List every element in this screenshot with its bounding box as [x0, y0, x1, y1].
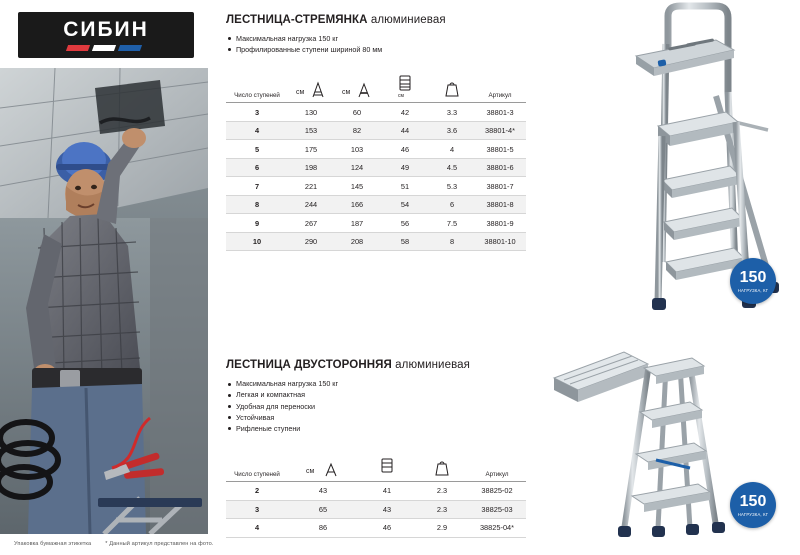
cell-weight: 4: [430, 140, 474, 159]
cell-h-step: 60: [334, 103, 380, 122]
cell-steps: 8: [226, 195, 288, 214]
cell-height: 65: [288, 500, 358, 519]
bullet: Легкая и компактная: [226, 389, 526, 400]
lifestyle-photo: [0, 68, 208, 534]
cell-width: 43: [358, 500, 416, 519]
cell-weight: 4.5: [430, 158, 474, 177]
cell-width: 56: [380, 214, 430, 233]
table-row: [226, 121, 526, 140]
cell-width: 54: [380, 195, 430, 214]
weight-icon: [442, 79, 462, 99]
badge-number: 150: [739, 268, 767, 286]
cell-h-step: 208: [334, 232, 380, 251]
cell-steps: 2: [226, 482, 288, 501]
th-height: [288, 444, 358, 482]
product-images-column: [540, 0, 800, 555]
cell-steps: 3: [226, 500, 288, 519]
footer-notes: [14, 541, 344, 547]
bullet: Максимальная нагрузка 150 кг: [226, 33, 526, 44]
logo-stripes-icon: [66, 45, 146, 51]
cell-article: 38801-7: [474, 177, 526, 196]
th-width: [358, 444, 416, 482]
cell-steps: 9: [226, 214, 288, 233]
step-width-icon: [394, 75, 416, 99]
bullet: Устойчивая: [226, 412, 526, 423]
section-2-spec-table: [226, 444, 526, 538]
th-height-total: [288, 65, 334, 103]
section-2-title-light: алюминиевая: [391, 359, 470, 372]
bullet: Удобная для переноски: [226, 401, 526, 412]
svg-text:см: см: [398, 93, 404, 100]
table-row: [226, 519, 526, 538]
cell-h-step: 82: [334, 121, 380, 140]
section-2-table-body: [226, 482, 526, 538]
cell-width: 41: [358, 482, 416, 501]
badge-caption: НАГРУЗКА, КГ: [737, 511, 769, 517]
cell-h-total: 290: [288, 232, 334, 251]
cell-weight: 7.5: [430, 214, 474, 233]
cell-h-total: 130: [288, 103, 334, 122]
brand-logo: [0, 0, 208, 68]
section-1-spec-table: [226, 65, 526, 251]
th-weight: [416, 444, 468, 482]
weight-icon: [432, 458, 452, 478]
cell-h-total: 175: [288, 140, 334, 159]
cell-article: 38801-4*: [474, 121, 526, 140]
th-height-steps: [334, 65, 380, 103]
cell-h-step: 145: [334, 177, 380, 196]
th-weight: [430, 65, 474, 103]
cell-h-step: 103: [334, 140, 380, 159]
bullet: Профилированные ступени шириной 80 мм: [226, 44, 526, 55]
cell-h-total: 153: [288, 121, 334, 140]
step-width-icon: [376, 456, 398, 478]
cell-article: 38825-02: [468, 482, 526, 501]
cell-article: 38825-03: [468, 500, 526, 519]
cell-height: 86: [288, 519, 358, 538]
svg-text:см: см: [342, 89, 351, 97]
table-row: [226, 177, 526, 196]
cell-h-step: 124: [334, 158, 380, 177]
cell-article: 38801-10: [474, 232, 526, 251]
cell-h-step: 166: [334, 195, 380, 214]
logo-plate: [18, 12, 194, 58]
table-row: [226, 158, 526, 177]
table-row: [226, 140, 526, 159]
cell-weight: 5.3: [430, 177, 474, 196]
bullet: Максимальная нагрузка 150 кг: [226, 378, 526, 389]
badge-caption: НАГРУЗКА, КГ: [737, 287, 769, 293]
cell-steps: 10: [226, 232, 288, 251]
section-stepladder: [226, 0, 526, 251]
specs-column: [226, 0, 526, 538]
cell-weight: 3.3: [430, 103, 474, 122]
th-article: Артикул: [468, 444, 526, 482]
bullet: Рифленые ступени: [226, 423, 526, 434]
left-column: [0, 0, 214, 555]
cell-weight: 2.3: [416, 500, 468, 519]
th-article: Артикул: [474, 65, 526, 103]
footer-note-left: Упаковка бумажная этикетка: [14, 541, 92, 547]
cell-article: 38801-9: [474, 214, 526, 233]
step-height-icon: [342, 81, 372, 99]
cell-steps: 4: [226, 519, 288, 538]
cell-weight: 6: [430, 195, 474, 214]
brand-name: СИБИН: [63, 18, 149, 41]
cell-steps: 7: [226, 177, 288, 196]
cell-weight: 2.3: [416, 482, 468, 501]
cell-width: 58: [380, 232, 430, 251]
badge-number: 150: [739, 492, 767, 510]
table-row: [226, 482, 526, 501]
cell-height: 43: [288, 482, 358, 501]
table-row: [226, 500, 526, 519]
cell-weight: 8: [430, 232, 474, 251]
cell-weight: 3.6: [430, 121, 474, 140]
cell-h-total: 267: [288, 214, 334, 233]
svg-text:см: см: [296, 89, 305, 97]
cell-h-total: 244: [288, 195, 334, 214]
th-steps: Число ступеней: [226, 444, 288, 482]
table-row: [226, 232, 526, 251]
cell-steps: 6: [226, 158, 288, 177]
ladder-height-icon: [296, 81, 326, 99]
cell-width: 46: [380, 140, 430, 159]
cell-steps: 3: [226, 103, 288, 122]
table-row: [226, 103, 526, 122]
th-steps: Число ступеней: [226, 65, 288, 103]
cell-h-step: 187: [334, 214, 380, 233]
table-header-row: [226, 65, 526, 103]
cell-h-total: 221: [288, 177, 334, 196]
cell-width: 49: [380, 158, 430, 177]
cell-steps: 5: [226, 140, 288, 159]
table-header-row: [226, 444, 526, 482]
cell-width: 51: [380, 177, 430, 196]
section-1-bullets: [226, 33, 526, 55]
section-1-table-body: [226, 103, 526, 251]
section-2-title-bold: ЛЕСТНИЦА ДВУСТОРОННЯЯ: [226, 359, 392, 372]
section-1-title-bold: ЛЕСТНИЦА-СТРЕМЯНКА: [226, 14, 368, 26]
section-2-bullets: [226, 378, 526, 434]
cell-weight: 2.9: [416, 519, 468, 538]
section-1-title: [226, 14, 526, 26]
cell-steps: 4: [226, 121, 288, 140]
svg-text:см: см: [306, 468, 315, 476]
cell-article: 38801-8: [474, 195, 526, 214]
table-row: [226, 214, 526, 233]
footer-note-right: * Данный артикул представлен на фото.: [105, 541, 214, 547]
cell-article: 38801-3: [474, 103, 526, 122]
cell-width: 46: [358, 519, 416, 538]
cell-article: 38825-04*: [468, 519, 526, 538]
cell-width: 44: [380, 121, 430, 140]
section-double-sided: [226, 359, 526, 537]
load-badge-2: [730, 482, 776, 528]
load-badge-1: [730, 258, 776, 304]
cell-article: 38801-5: [474, 140, 526, 159]
height-icon: [306, 460, 340, 478]
section-1-title-light: алюминиевая: [367, 14, 446, 26]
cell-article: 38801-6: [474, 158, 526, 177]
section-2-title: [226, 359, 526, 371]
cell-width: 42: [380, 103, 430, 122]
cell-h-total: 198: [288, 158, 334, 177]
table-row: [226, 195, 526, 214]
th-width: [380, 65, 430, 103]
